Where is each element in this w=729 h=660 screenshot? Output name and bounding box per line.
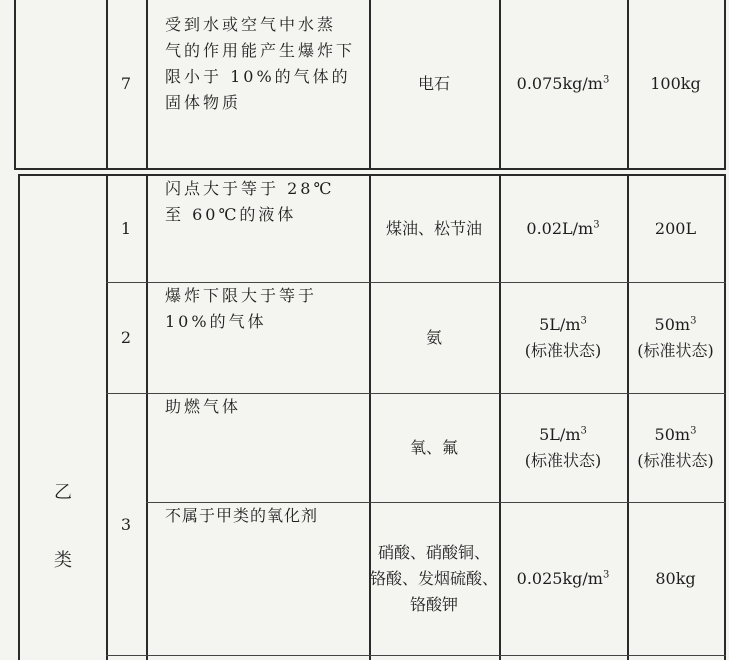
description-cell: 受到水或空气中水蒸 气的作用能产生爆炸下 限小于 10%的气体的 固体物质 (165, 15, 356, 112)
description-cell: 助燃气体 (165, 397, 242, 416)
density-cell: $0.02L/m^3$ (526, 219, 600, 238)
amount-cell: $50m^3$ (标准状态) (637, 315, 714, 360)
examples-cell: 氧、氟 (409, 438, 458, 457)
amount-cell: 200L (654, 219, 697, 238)
row-number: 7 (120, 74, 132, 93)
density-cell: $0.075kg/m^3$ (516, 74, 610, 93)
table-row (106, 0, 146, 168)
amount-cell: $50m^3$ (标准状态) (637, 425, 714, 470)
class-label-top: 乙 (54, 482, 72, 503)
description-cell: 不属于甲类的氧化剂 (165, 506, 319, 525)
row-number: 2 (120, 328, 132, 347)
examples-cell: 电石 (417, 74, 450, 93)
examples-cell: 煤油、松节油 (385, 219, 482, 238)
amount-cell: 100kg (650, 74, 701, 93)
row-number: 3 (120, 514, 132, 534)
amount-cell: 80kg (655, 569, 696, 588)
examples-cell: 氨 (425, 328, 442, 347)
density-cell: $5L/m^3$ (标准状态) (524, 315, 602, 360)
examples-cell: 硝酸、硝酸铜、 铬酸、发烟硫酸、 铬酸钾 (369, 543, 498, 614)
description-cell: 闪点大于等于 28℃ 至 60℃的液体 (165, 179, 335, 224)
density-cell: $0.025kg/m^3$ (516, 569, 610, 588)
class-label-bottom: 类 (54, 550, 72, 571)
density-cell: $5L/m^3$ (标准状态) (524, 425, 602, 470)
description-cell: 爆炸下限大于等于 10%的气体 (165, 286, 318, 331)
row-number: 1 (120, 219, 132, 238)
